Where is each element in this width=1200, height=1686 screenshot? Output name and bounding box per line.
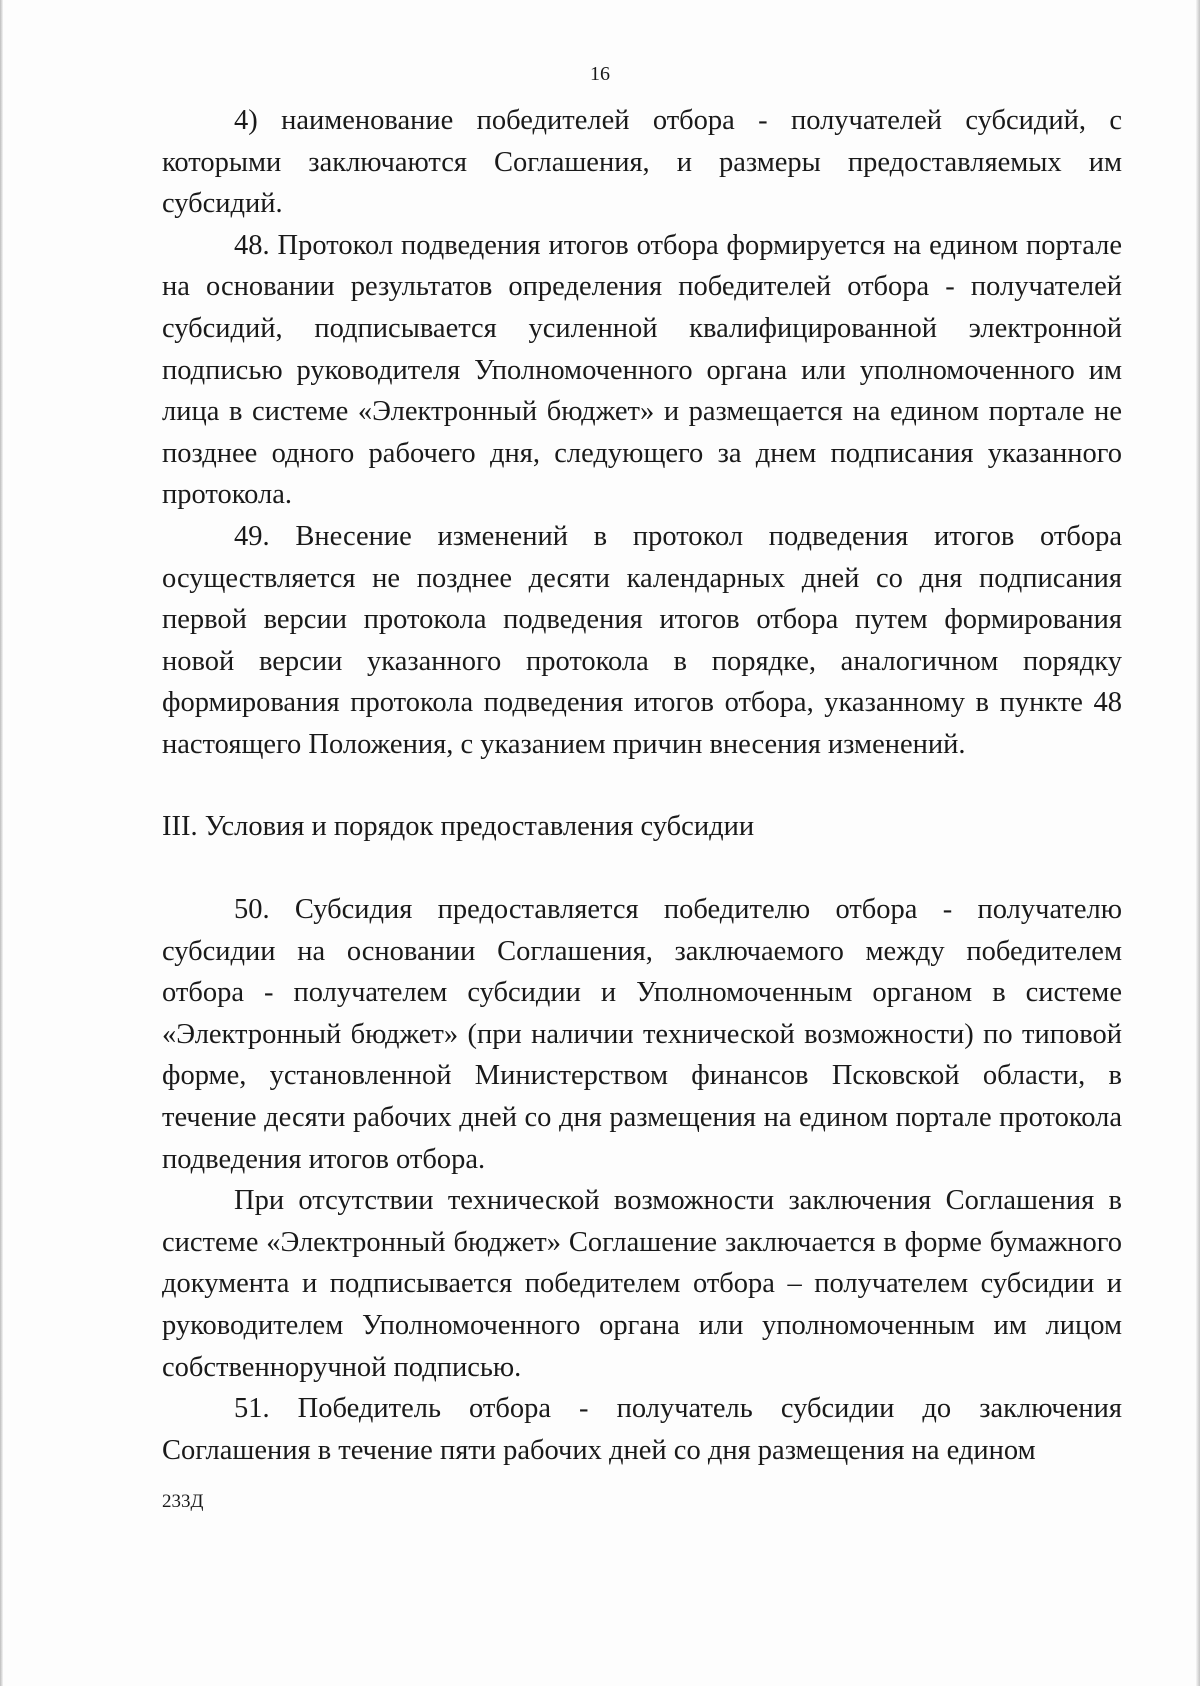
document-body (162, 100, 1122, 1471)
scan-edge-left (0, 0, 3, 1686)
page-number: 16 (590, 63, 610, 85)
section-heading: III. Условия и порядок предоставления субсидии (162, 810, 755, 842)
paragraph-50-continuation: При отсутствии технической возможности заключения Соглашения в системе «Электронный бюджет» Соглашение заключается в форме бумажного документа и подписывается победителем отбора – получателем субсидии и руководителем Уполномоченного органа или уполномоченным им лицом собственноручной подписью. (162, 1185, 1122, 1383)
paragraph-51: 51. Победитель отбора - получатель субсидии до заключения Соглашения в течение пяти рабочих дней со дня размещения на едином (162, 1393, 1122, 1466)
paragraph-item-4: 4) наименование победителей отбора - получателей субсидий, с которыми заключаются Соглашения, и размеры предоставляемых им субсидий. (162, 105, 1122, 220)
paragraph-50: 50. Субсидия предоставляется победителю отбора - получателю субсидии на основании Соглашения, заключаемого между победителем отбора - получателем субсидии и Уполномоченным органом в системе «Электронный бюджет» (при наличии технической возможности) по типовой форме, установленной Министерством финансов Псковской области, в течение десяти рабочих дней со дня размещения на едином портале протокола подведения итогов отбора. (162, 894, 1122, 1175)
paragraph-49: 49. Внесение изменений в протокол подведения итогов отбора осуществляется не позднее десяти календарных дней со дня подписания первой версии протокола подведения итогов отбора путем формирования новой версии указанного протокола в порядке, аналогичном порядку формирования протокола подведения итогов отбора, указанному в пункте 48 настоящего Положения, с указанием причин внесения изменений. (162, 520, 1122, 760)
document-code: 233Д (162, 1491, 204, 1512)
scan-edge-right (1196, 0, 1200, 1686)
paragraph-48: 48. Протокол подведения итогов отбора формируется на едином портале на основании результатов определения победителей отбора - получателей субсидий, подписывается усиленной квалифицированной электронной подписью руководителя Уполномоченного органа или уполномоченного им лица в системе «Электронный бюджет» и размещается на едином портале не позднее одного рабочего дня, следующего за днем подписания указанного протокола. (162, 229, 1122, 511)
